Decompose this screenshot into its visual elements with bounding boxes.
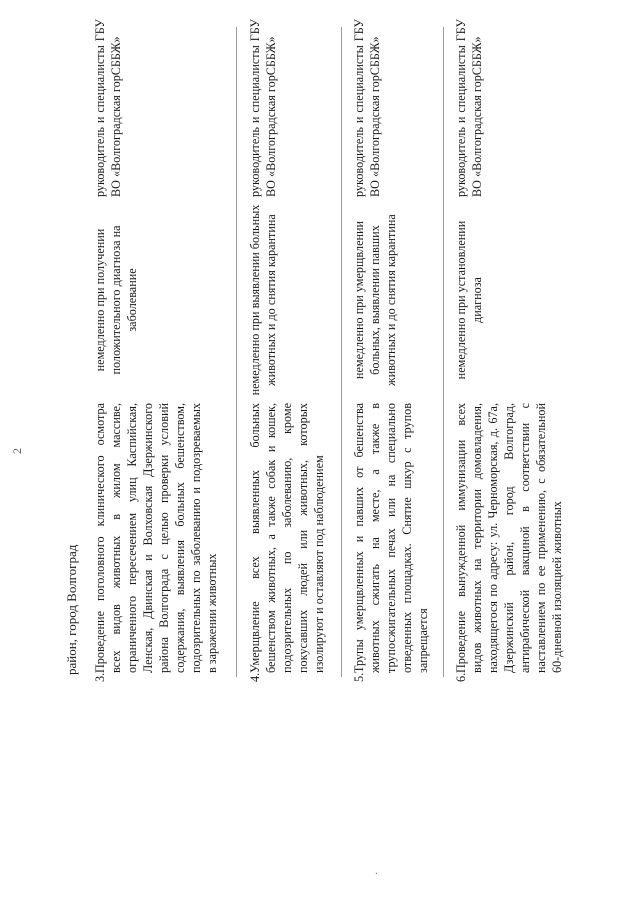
page-number: 2	[10, 448, 24, 454]
row-deadline: немедленно при получении положительного диагноза на заболевание	[93, 225, 139, 375]
row-responsible: руководитель и специалисты ГБУ ВО «Волгоградская горСББЖ»	[454, 19, 484, 197]
row-description: Трупы умерщвленных и павших от бешенства животных сжигать на месте, а также в трупосжигательных печах или на специально отведенных площадках. Снятие шкур с трупов запрещается	[352, 403, 430, 673]
margin-mark: ·	[372, 871, 383, 875]
row-deadline: немедленно при установлении диагноза	[454, 220, 484, 380]
row-deadline: немедленно при выявлении больных животных и до снятия карантина	[248, 204, 278, 396]
row-description: Умерщвление всех выявленных больных бешенством животных, а также собак и кошек, подозрительных по заболеванию, кроме покусавших людей или животных, которых изолируют и оставляют под наблюдением	[248, 403, 326, 673]
row-description: Проведение поголовного клинического осмотра всех видов животных в жилом массиве, ограниченного пересечением улиц Каспийская, Ленская, Двинская и Волховская Дзержинского района Волгограда с целью проверки условий содержания, выявления больных бешенством, подозрительных по заболеванию и подозреваемых в заражении животных	[93, 403, 219, 673]
continuation-text: район, город Волгоград	[64, 544, 79, 675]
row-number: 5.	[352, 672, 366, 682]
row-responsible: руководитель и специалисты ГБУ ВО «Волгоградская горСББЖ»	[248, 19, 278, 197]
row-responsible: руководитель и специалисты ГБУ ВО «Волгоградская горСББЖ»	[93, 19, 123, 197]
row-divider	[341, 27, 342, 677]
row-responsible: руководитель и специалисты ГБУ ВО «Волгоградская горСББЖ»	[352, 19, 382, 197]
row-description: Проведение вынужденной иммунизации всех видов животных на территории домовладения, находящегося по адресу: ул. Черноморская, д. 67а, Дзержинский район, город Волгоград, антирабической вакциной в соответствии с наставлением по ее применению, с обязательной 60-дневной изоляцией животных	[454, 403, 564, 673]
row-divider	[236, 27, 237, 677]
row-number: 3.	[93, 672, 107, 682]
row-number: 6.	[454, 672, 468, 682]
row-divider	[443, 27, 444, 677]
row-deadline: немедленно при умерщвлении больных, выявлении павших животных и до снятия карантина	[352, 214, 398, 386]
row-number: 4.	[248, 672, 262, 682]
